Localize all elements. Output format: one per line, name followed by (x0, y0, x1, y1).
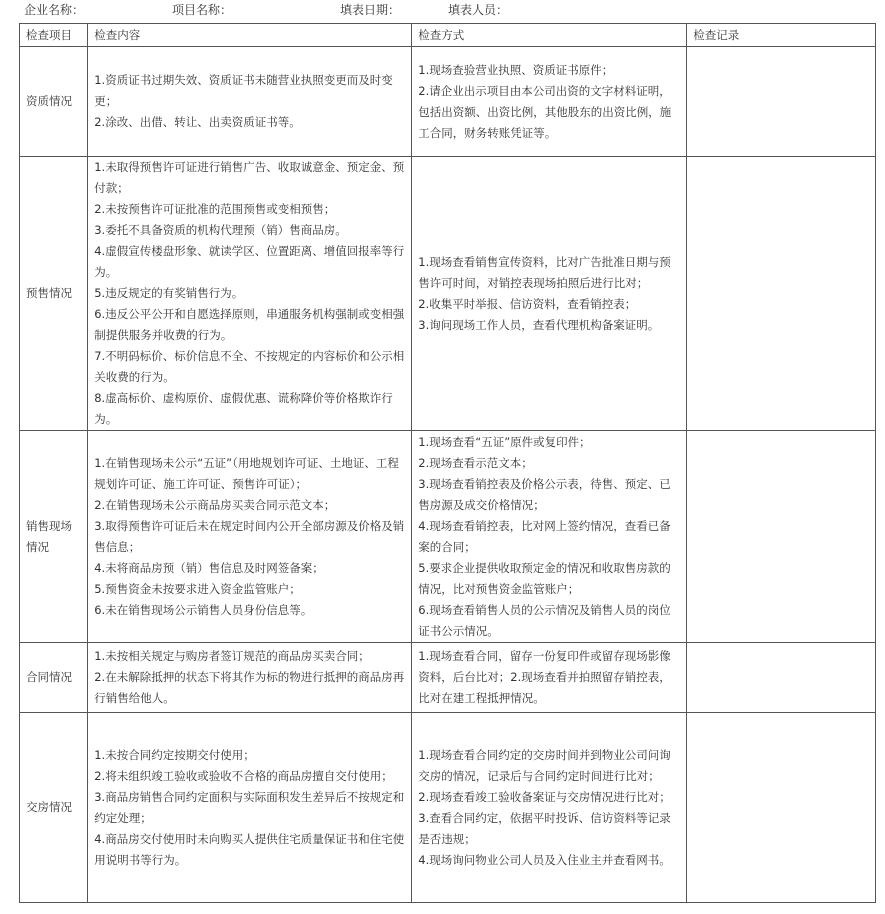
method-line: 4.现场询问物业公司人员及入住业主并查看网书。 (418, 852, 671, 867)
method-line: 4.现场查看销控表，比对网上签约情况，查看已备案的合同； (418, 518, 671, 554)
inspection-content-cell (88, 431, 412, 643)
inspection-method-cell (412, 713, 687, 903)
method-line: 6.现场查看销售人员的公示情况及销售人员的岗位证书公示情况。 (418, 602, 671, 638)
content-line: 8.虚高标价、虚构原价、虚假优惠、谎称降价等价格欺诈行为。 (94, 391, 393, 426)
method-line: 2.现场查看示范文本； (418, 455, 533, 470)
method-line: 1.现场查看“五证”原件或复印件； (418, 434, 591, 449)
column-header-content: 检查内容 (88, 24, 412, 47)
inspection-record-cell[interactable] (687, 157, 876, 431)
table-row (20, 47, 876, 157)
company-name-label: 企业名称： (24, 3, 85, 17)
inspection-record-cell[interactable] (687, 431, 876, 643)
inspection-record-cell[interactable] (687, 713, 876, 903)
content-line: 6.未在销售现场公示销售人员身份信息等。 (94, 602, 313, 617)
content-line: 1.未按合同约定按期交付使用； (94, 747, 255, 762)
table-row (20, 431, 876, 643)
inspection-method-cell (412, 643, 687, 713)
method-line: 1.现场查验营业执照、资质证书原件； (418, 62, 614, 77)
content-line: 1.未取得预售许可证进行销售广告、收取诚意金、预定金、预付款； (94, 160, 405, 195)
table-row (20, 157, 876, 431)
content-line: 2.在销售现场未公示商品房买卖合同示范文本； (94, 497, 336, 512)
content-line: 4.未将商品房预（销）售信息及时网签备案； (94, 560, 324, 575)
method-line: 2.收集平时举报、信访资料，查看销控表； (418, 296, 637, 311)
inspection-item-cell: 交房情况 (20, 713, 88, 903)
method-line: 2.请企业出示项目由本公司出资的文字材料证明，包括出资额、出资比例，其他股东的出资比例，施工合同，财务转账凭证等。 (418, 83, 672, 140)
fill-date-label: 填表日期： (340, 3, 401, 17)
content-line: 2.将未组织竣工验收或验收不合格的商品房擅自交付使用； (94, 768, 393, 783)
inspection-method-cell (412, 431, 687, 643)
method-line: 2.现场查看竣工验收备案证与交房情况进行比对； (418, 789, 671, 804)
content-line: 4.虚假宣传楼盘形象、就读学区、位置距离、增值回报率等行为。 (94, 244, 405, 279)
method-line: 3.询问现场工作人员，查看代理机构备案证明。 (418, 317, 660, 332)
method-line: 3.现场查看销控表及价格公示表，待售、预定、已售房源及成交价格情况； (418, 476, 671, 512)
content-line: 5.违反规定的有奖销售行为。 (94, 286, 244, 300)
method-line: 5.要求企业提供收取预定金的情况和收取售房款的情况，比对预售资金监管账户； (418, 560, 671, 596)
inspection-item-cell: 合同情况 (20, 643, 88, 713)
content-line: 1.资质证书过期失效、资质证书未随营业执照变更而及时变更； (94, 73, 393, 108)
inspection-table (19, 23, 876, 903)
column-header-record: 检查记录 (687, 24, 876, 47)
method-line: 1.现场查看销售宣传资料，比对广告批准日期与预售许可时间，对销控表现场拍照后进行比对； (418, 254, 671, 290)
inspection-method-cell (412, 47, 687, 157)
method-line: 3.查看合同约定，依据平时投诉、信访资料等记录是否违规； (418, 810, 671, 846)
inspection-content-cell (88, 643, 412, 713)
table-row (20, 713, 876, 903)
content-line: 7.不明码标价、标价信息不全、不按规定的内容标价和公示相关收费的行为。 (94, 349, 405, 384)
content-line: 2.涂改、出借、转让、出卖资质证书等。 (94, 115, 301, 129)
content-line: 3.取得预售许可证后未在规定时间内公开全部房源及价格及销售信息； (94, 518, 405, 554)
content-line: 2.未按预售许可证批准的范围预售或变相预售； (94, 202, 336, 216)
inspection-item-cell: 销售现场情况 (20, 431, 88, 643)
project-name-label: 项目名称： (172, 3, 233, 17)
form-header (0, 0, 885, 20)
content-line: 1.在销售现场未公示“五证”（用地规划许可证、土地证、工程规划许可证、施工许可证、预售许可证）； (94, 455, 399, 491)
table-row (20, 643, 876, 713)
content-line: 1.未按相关规定与购房者签订规范的商品房买卖合同； (94, 649, 370, 663)
inspection-record-cell[interactable] (687, 643, 876, 713)
inspection-content-cell (88, 47, 412, 157)
content-line: 3.商品房销售合同约定面积与实际面积发生差异后不按规定和约定处理； (94, 789, 405, 825)
content-line: 2.在未解除抵押的状态下将其作为标的物进行抵押的商品房再行销售给他人。 (94, 670, 405, 705)
content-line: 3.委托不具备资质的机构代理预（销）售商品房。 (94, 223, 347, 237)
inspection-record-cell[interactable] (687, 47, 876, 157)
content-line: 6.违反公平公开和自愿选择原则，串通服务机构强制或变相强制提供服务并收费的行为。 (94, 307, 405, 342)
inspection-content-cell (88, 157, 412, 431)
content-line: 4.商品房交付使用时未向购买人提供住宅质量保证书和住宅使用说明书等行为。 (94, 831, 405, 867)
inspection-content-cell (88, 713, 412, 903)
table-header-row (20, 24, 876, 47)
inspection-item-cell: 预售情况 (20, 157, 88, 431)
inspection-item-cell: 资质情况 (20, 47, 88, 157)
method-line: 1.现场查看合同约定的交房时间并到物业公司问询交房的情况，记录后与合同约定时间进行比对； (418, 747, 671, 783)
column-header-method: 检查方式 (412, 24, 687, 47)
column-header-item: 检查项目 (20, 24, 88, 47)
inspection-method-cell (412, 157, 687, 431)
content-line: 5.预售资金未按要求进入资金监管账户； (94, 581, 301, 596)
method-line: 1.现场查看合同，留存一份复印件或留存现场影像资料，后台比对；2.现场查看并拍照留存销控表，比对在建工程抵押情况。 (418, 649, 671, 705)
filler-label: 填表人员： (448, 3, 509, 17)
